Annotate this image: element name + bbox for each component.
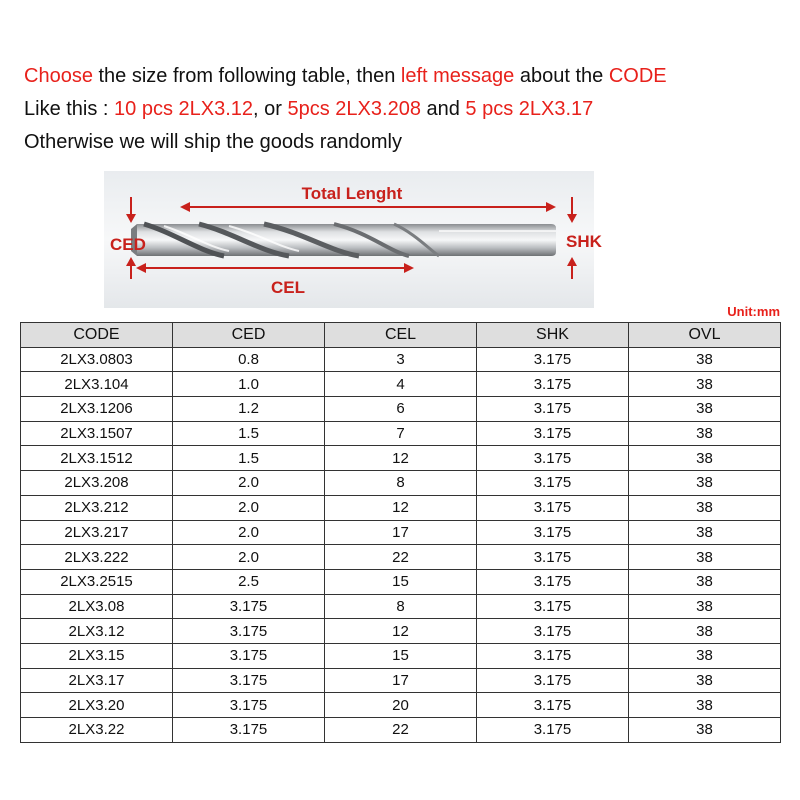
cell-shk: 3.175 — [477, 347, 629, 372]
column-header-shk: SHK — [477, 323, 629, 348]
example-separator: , or — [253, 98, 288, 120]
cell-ced: 3.175 — [173, 594, 325, 619]
table-row — [21, 397, 781, 422]
table-row — [21, 569, 781, 594]
table-row — [21, 545, 781, 570]
cell-cel: 17 — [325, 668, 477, 693]
cell-code: 2LX3.17 — [21, 668, 173, 693]
cell-code: 2LX3.208 — [21, 471, 173, 496]
cell-ced: 3.175 — [173, 643, 325, 668]
table-row — [21, 668, 781, 693]
choose-word: Choose — [24, 65, 93, 87]
cell-ovl: 38 — [629, 520, 781, 545]
end-mill-diagram — [104, 171, 602, 308]
cell-shk: 3.175 — [477, 643, 629, 668]
example-a: 10 pcs 2LX3.12 — [114, 98, 254, 120]
example-b: 5pcs 2LX3.208 — [287, 98, 421, 120]
total-length-label: Total Lenght — [301, 184, 403, 203]
cell-ovl: 38 — [629, 421, 781, 446]
cell-ced: 3.175 — [173, 718, 325, 743]
unit-label: Unit:mm — [727, 304, 780, 319]
table-row — [21, 643, 781, 668]
cell-ovl: 38 — [629, 693, 781, 718]
size-spec-table — [20, 322, 781, 743]
instruction-line-2 — [24, 98, 593, 121]
cell-ced: 2.0 — [173, 495, 325, 520]
cell-ovl: 38 — [629, 471, 781, 496]
cell-ovl: 38 — [629, 545, 781, 570]
shk-label: SHK — [566, 232, 602, 251]
cell-shk: 3.175 — [477, 421, 629, 446]
cell-shk: 3.175 — [477, 545, 629, 570]
instruction-text: the size from following table, then — [92, 65, 401, 87]
cell-ced: 2.0 — [173, 520, 325, 545]
cell-shk: 3.175 — [477, 397, 629, 422]
instruction-line-3: Otherwise we will ship the goods randomly — [24, 131, 402, 153]
cell-cel: 3 — [325, 347, 477, 372]
table-row — [21, 693, 781, 718]
cell-shk: 3.175 — [477, 520, 629, 545]
cell-shk: 3.175 — [477, 668, 629, 693]
cel-label: CEL — [271, 278, 305, 297]
cell-shk: 3.175 — [477, 718, 629, 743]
cell-cel: 22 — [325, 718, 477, 743]
cell-cel: 8 — [325, 594, 477, 619]
cell-code: 2LX3.104 — [21, 372, 173, 397]
cell-cel: 17 — [325, 520, 477, 545]
table-row — [21, 421, 781, 446]
cell-ced: 2.0 — [173, 471, 325, 496]
cell-cel: 12 — [325, 446, 477, 471]
cell-ced: 1.5 — [173, 421, 325, 446]
cell-code: 2LX3.15 — [21, 643, 173, 668]
cell-ced: 1.2 — [173, 397, 325, 422]
cell-ced: 3.175 — [173, 668, 325, 693]
cell-cel: 8 — [325, 471, 477, 496]
cell-code: 2LX3.1206 — [21, 397, 173, 422]
cell-ovl: 38 — [629, 347, 781, 372]
cell-ovl: 38 — [629, 446, 781, 471]
cell-code: 2LX3.1512 — [21, 446, 173, 471]
instruction-text: about the — [514, 65, 609, 87]
cell-shk: 3.175 — [477, 594, 629, 619]
cell-code: 2LX3.0803 — [21, 347, 173, 372]
cell-cel: 12 — [325, 619, 477, 644]
cell-cel: 7 — [325, 421, 477, 446]
cell-code: 2LX3.12 — [21, 619, 173, 644]
example-c: 5 pcs 2LX3.17 — [465, 98, 594, 120]
cell-code: 2LX3.1507 — [21, 421, 173, 446]
end-mill-tool-image — [131, 224, 556, 256]
column-header-code: CODE — [21, 323, 173, 348]
cell-ced: 2.5 — [173, 569, 325, 594]
cell-code: 2LX3.20 — [21, 693, 173, 718]
cell-cel: 12 — [325, 495, 477, 520]
table-row — [21, 372, 781, 397]
cell-ced: 3.175 — [173, 619, 325, 644]
cell-cel: 15 — [325, 569, 477, 594]
table-row — [21, 718, 781, 743]
cell-ovl: 38 — [629, 495, 781, 520]
cell-ovl: 38 — [629, 643, 781, 668]
cell-cel: 22 — [325, 545, 477, 570]
cell-code: 2LX3.2515 — [21, 569, 173, 594]
left-message-phrase: left message — [400, 65, 515, 87]
table-row — [21, 495, 781, 520]
cell-ovl: 38 — [629, 619, 781, 644]
table-row — [21, 619, 781, 644]
cell-shk: 3.175 — [477, 619, 629, 644]
cell-code: 2LX3.217 — [21, 520, 173, 545]
table-header-row — [21, 323, 781, 348]
cell-ovl: 38 — [629, 372, 781, 397]
column-header-ovl: OVL — [629, 323, 781, 348]
example-prefix: Like this : — [24, 98, 115, 120]
cell-cel: 6 — [325, 397, 477, 422]
table-row — [21, 520, 781, 545]
column-header-cel: CEL — [325, 323, 477, 348]
table-row — [21, 471, 781, 496]
instruction-line-1 — [24, 65, 667, 88]
example-separator: and — [420, 98, 466, 120]
cell-ced: 1.0 — [173, 372, 325, 397]
cell-shk: 3.175 — [477, 569, 629, 594]
cell-shk: 3.175 — [477, 693, 629, 718]
cell-ced: 1.5 — [173, 446, 325, 471]
cell-cel: 4 — [325, 372, 477, 397]
table-row — [21, 594, 781, 619]
cell-ovl: 38 — [629, 397, 781, 422]
cell-ovl: 38 — [629, 718, 781, 743]
ced-label: CED — [110, 235, 146, 254]
table-row — [21, 347, 781, 372]
cell-code: 2LX3.22 — [21, 718, 173, 743]
cell-ovl: 38 — [629, 569, 781, 594]
table-body — [21, 347, 781, 742]
cell-shk: 3.175 — [477, 372, 629, 397]
cell-code: 2LX3.212 — [21, 495, 173, 520]
cell-cel: 20 — [325, 693, 477, 718]
cell-code: 2LX3.08 — [21, 594, 173, 619]
cell-shk: 3.175 — [477, 495, 629, 520]
cell-code: 2LX3.222 — [21, 545, 173, 570]
cell-ced: 0.8 — [173, 347, 325, 372]
cell-ovl: 38 — [629, 594, 781, 619]
code-word: CODE — [608, 65, 667, 87]
cell-shk: 3.175 — [477, 446, 629, 471]
cell-shk: 3.175 — [477, 471, 629, 496]
column-header-ced: CED — [173, 323, 325, 348]
cell-cel: 15 — [325, 643, 477, 668]
cell-ced: 3.175 — [173, 693, 325, 718]
cell-ovl: 38 — [629, 668, 781, 693]
table-row — [21, 446, 781, 471]
cell-ced: 2.0 — [173, 545, 325, 570]
